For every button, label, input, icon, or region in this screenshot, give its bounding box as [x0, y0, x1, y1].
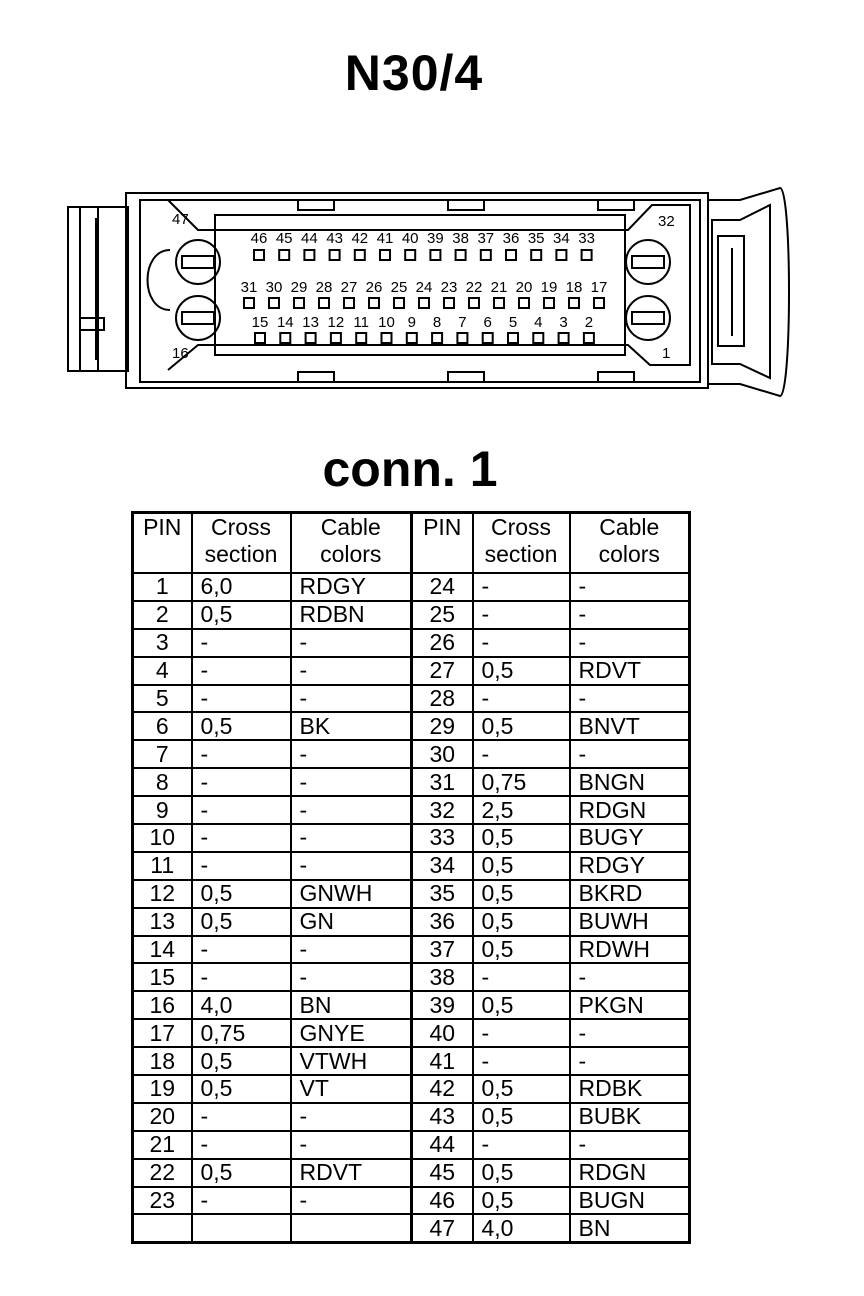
cross-section-cell: 0,5 — [192, 880, 291, 908]
pin-number-label: 21 — [490, 279, 508, 296]
table-row — [133, 685, 690, 713]
pin-cell: 5 — [133, 685, 192, 713]
cable-color-cell: VT — [291, 1075, 412, 1103]
cross-section-cell: 0,5 — [192, 712, 291, 740]
pin-cell: 13 — [133, 908, 192, 936]
cable-color-cell: RDGY — [570, 852, 690, 880]
pin-number-label: 38 — [452, 230, 469, 247]
cable-color-cell: - — [570, 601, 690, 629]
pin-cell: 8 — [133, 768, 192, 796]
cross-section-cell: - — [192, 852, 291, 880]
pin-socket — [457, 333, 467, 343]
cable-color-cell: - — [291, 1187, 412, 1215]
table-row — [133, 1214, 690, 1242]
pin-socket — [279, 250, 289, 260]
diagram-title: N30/4 — [344, 45, 484, 101]
pin-number-label: 46 — [250, 230, 268, 247]
cable-color-cell: RDBK — [570, 1075, 690, 1103]
cable-color-cell: GN — [291, 908, 412, 936]
table-row — [133, 740, 690, 768]
table-row — [133, 629, 690, 657]
pin-number-label: 7 — [458, 314, 467, 331]
pin-number-label: 35 — [527, 230, 545, 247]
pin-number-label: 13 — [302, 314, 319, 331]
cross-section-cell: 0,75 — [473, 768, 570, 796]
cross-section-cell: 0,5 — [473, 880, 570, 908]
pin-socket — [244, 298, 254, 308]
pin-socket — [456, 250, 466, 260]
table-row — [133, 712, 690, 740]
pin-cell: 9 — [133, 796, 192, 824]
pin-cell: 42 — [412, 1075, 473, 1103]
cross-section-cell: 0,5 — [473, 852, 570, 880]
cable-color-cell: - — [291, 1131, 412, 1159]
cable-color-cell: RDGN — [570, 796, 690, 824]
cross-section-cell: 0,5 — [473, 936, 570, 964]
pin-socket — [533, 333, 543, 343]
cable-color-cell: - — [570, 629, 690, 657]
pin-cell: 17 — [133, 1019, 192, 1047]
table-row — [133, 824, 690, 852]
pin-socket — [382, 333, 392, 343]
pin-socket — [531, 250, 541, 260]
cable-color-cell: - — [291, 796, 412, 824]
corner-label-32: 32 — [658, 213, 675, 230]
pin-cell: 15 — [133, 963, 192, 991]
pin-cell: 45 — [412, 1159, 473, 1187]
pin-number-label: 28 — [315, 279, 333, 296]
pin-cell: 4 — [133, 657, 192, 685]
pin-socket — [506, 250, 516, 260]
pin-number-label: 43 — [326, 230, 343, 247]
table-row — [133, 1187, 690, 1215]
pin-socket — [405, 250, 415, 260]
pin-number-label: 33 — [578, 230, 595, 247]
header-cross-section: Cross section — [473, 513, 570, 574]
pin-number-label: 37 — [477, 230, 495, 247]
table-row — [133, 573, 690, 601]
pin-cell: 22 — [133, 1159, 192, 1187]
corner-label-1: 1 — [662, 345, 671, 362]
cable-color-cell: BN — [291, 991, 412, 1019]
pin-socket — [330, 250, 340, 260]
pin-cell: 35 — [412, 880, 473, 908]
pin-socket — [319, 298, 329, 308]
cross-section-cell: 0,75 — [192, 1019, 291, 1047]
corner-label-16: 16 — [172, 345, 189, 362]
cross-section-cell: 0,5 — [473, 991, 570, 1019]
pin-socket — [331, 333, 341, 343]
table-row — [133, 908, 690, 936]
cross-section-cell: - — [192, 936, 291, 964]
pin-number-label: 9 — [407, 314, 416, 331]
cross-section-cell: 0,5 — [192, 1075, 291, 1103]
pin-number-label: 10 — [378, 314, 395, 331]
cable-color-cell: - — [291, 824, 412, 852]
pin-number-label: 6 — [483, 314, 492, 331]
pin-cell: 21 — [133, 1131, 192, 1159]
cable-color-cell: BKRD — [570, 880, 690, 908]
cross-section-cell: - — [473, 740, 570, 768]
pin-number-label: 40 — [401, 230, 419, 247]
cable-color-cell: - — [291, 1103, 412, 1131]
pin-number-label: 15 — [251, 314, 269, 331]
cross-section-cell: 0,5 — [473, 1075, 570, 1103]
cable-color-cell: BK — [291, 712, 412, 740]
pin-socket — [419, 298, 429, 308]
pin-cell: 26 — [412, 629, 473, 657]
table-row — [133, 1075, 690, 1103]
cable-color-cell: - — [291, 657, 412, 685]
pin-cell: 24 — [412, 573, 473, 601]
cable-color-cell — [291, 1214, 412, 1242]
pin-cell: 27 — [412, 657, 473, 685]
pin-socket — [544, 298, 554, 308]
pin-number-label: 27 — [340, 279, 358, 296]
pin-assignment-table — [131, 511, 691, 1244]
cable-color-cell: RDVT — [570, 657, 690, 685]
cross-section-cell: - — [192, 1103, 291, 1131]
pin-row-middle — [241, 279, 608, 308]
pin-cell: 40 — [412, 1019, 473, 1047]
table-row — [133, 963, 690, 991]
cable-color-cell: GNYE — [291, 1019, 412, 1047]
table-row — [133, 991, 690, 1019]
cable-color-cell: PKGN — [570, 991, 690, 1019]
pin-cell: 37 — [412, 936, 473, 964]
connector-drawing — [0, 0, 864, 420]
cable-color-cell: RDVT — [291, 1159, 412, 1187]
pin-number-label: 11 — [353, 314, 369, 331]
pin-cell: 10 — [133, 824, 192, 852]
pin-number-label: 29 — [290, 279, 308, 296]
header-pin: PIN — [133, 513, 192, 574]
pin-socket — [369, 298, 379, 308]
cross-section-cell: - — [192, 1187, 291, 1215]
pin-number-label: 5 — [508, 314, 518, 331]
header-cable-colors: Cable colors — [570, 513, 690, 574]
connector-subtitle: conn. 1 — [322, 441, 498, 497]
cross-section-cell: - — [192, 657, 291, 685]
pin-cell: 6 — [133, 712, 192, 740]
pin-number-label: 8 — [432, 314, 442, 331]
table-row — [133, 796, 690, 824]
pin-row-bottom — [252, 314, 594, 343]
cross-section-cell: - — [192, 629, 291, 657]
pin-number-label: 41 — [376, 230, 394, 247]
pin-socket — [344, 298, 354, 308]
pin-socket — [508, 333, 518, 343]
pin-number-label: 20 — [515, 279, 533, 296]
cable-color-cell: BUGN — [570, 1187, 690, 1215]
pin-socket — [569, 298, 579, 308]
cross-section-cell: 0,5 — [192, 1159, 291, 1187]
cable-color-cell: - — [570, 685, 690, 713]
pin-cell: 7 — [133, 740, 192, 768]
pin-cell: 30 — [412, 740, 473, 768]
cross-section-cell: 4,0 — [192, 991, 291, 1019]
pin-number-label: 14 — [276, 314, 294, 331]
pin-socket — [306, 333, 316, 343]
cross-section-cell: - — [473, 629, 570, 657]
cable-color-cell: BUWH — [570, 908, 690, 936]
pin-socket — [444, 298, 454, 308]
cross-section-cell: - — [192, 796, 291, 824]
cross-section-cell: 0,5 — [192, 601, 291, 629]
pin-socket — [519, 298, 529, 308]
pin-cell: 43 — [412, 1103, 473, 1131]
cable-color-cell: - — [570, 740, 690, 768]
pin-socket — [469, 298, 479, 308]
pin-socket — [582, 250, 592, 260]
pin-socket — [269, 298, 279, 308]
cable-color-cell: GNWH — [291, 880, 412, 908]
pin-cell: 16 — [133, 991, 192, 1019]
pin-socket — [355, 250, 365, 260]
pin-cell: 1 — [133, 573, 192, 601]
cable-color-cell: - — [291, 685, 412, 713]
cross-section-cell: 0,5 — [473, 1103, 570, 1131]
pin-number-label: 39 — [427, 230, 444, 247]
pin-cell: 47 — [412, 1214, 473, 1242]
pin-cell: 20 — [133, 1103, 192, 1131]
table-row — [133, 768, 690, 796]
pin-cell — [133, 1214, 192, 1242]
cross-section-cell: 2,5 — [473, 796, 570, 824]
pin-number-label: 45 — [275, 230, 293, 247]
pin-socket — [294, 298, 304, 308]
table-row — [133, 1019, 690, 1047]
cross-section-cell: 4,0 — [473, 1214, 570, 1242]
pin-number-label: 44 — [301, 230, 318, 247]
pin-cell: 18 — [133, 1047, 192, 1075]
pin-socket — [559, 333, 569, 343]
pin-number-label: 23 — [440, 279, 458, 296]
header-cable-colors: Cable colors — [291, 513, 412, 574]
pin-number-label: 31 — [240, 279, 258, 296]
pin-cell: 11 — [133, 852, 192, 880]
table-row — [133, 1103, 690, 1131]
cable-color-cell: BNGN — [570, 768, 690, 796]
pin-cell: 32 — [412, 796, 473, 824]
cross-section-cell: - — [192, 963, 291, 991]
pin-cell: 44 — [412, 1131, 473, 1159]
cable-color-cell: - — [291, 768, 412, 796]
pin-cell: 23 — [133, 1187, 192, 1215]
cable-color-cell: BUBK — [570, 1103, 690, 1131]
header-cross-section: Cross section — [192, 513, 291, 574]
cable-color-cell: - — [570, 1131, 690, 1159]
header-pin: PIN — [412, 513, 473, 574]
table-row — [133, 1047, 690, 1075]
pin-cell: 34 — [412, 852, 473, 880]
cable-color-cell: - — [570, 1047, 690, 1075]
pin-cell: 2 — [133, 601, 192, 629]
cable-color-cell: RDWH — [570, 936, 690, 964]
pin-socket — [280, 333, 290, 343]
pin-number-label: 36 — [502, 230, 520, 247]
cable-color-cell: - — [291, 936, 412, 964]
pin-socket — [254, 250, 264, 260]
cable-color-cell: - — [291, 629, 412, 657]
cross-section-cell: - — [473, 1131, 570, 1159]
table-row — [133, 657, 690, 685]
corner-label-47: 47 — [172, 211, 189, 228]
pin-socket — [483, 333, 493, 343]
pin-number-label: 26 — [365, 279, 383, 296]
cable-color-cell: - — [291, 740, 412, 768]
pin-socket — [481, 250, 491, 260]
pin-cell: 3 — [133, 629, 192, 657]
table-header-row — [133, 513, 690, 574]
cross-section-cell: 0,5 — [473, 1159, 570, 1187]
cross-section-cell: - — [473, 1019, 570, 1047]
pin-cell: 14 — [133, 936, 192, 964]
cable-color-cell: VTWH — [291, 1047, 412, 1075]
pin-cell: 46 — [412, 1187, 473, 1215]
pin-cell: 41 — [412, 1047, 473, 1075]
cross-section-cell: - — [473, 573, 570, 601]
pin-cell: 31 — [412, 768, 473, 796]
table-row — [133, 852, 690, 880]
table-row — [133, 601, 690, 629]
cable-color-cell: - — [570, 573, 690, 601]
pin-socket — [255, 333, 265, 343]
cable-color-cell: RDBN — [291, 601, 412, 629]
cross-section-cell: - — [473, 601, 570, 629]
cross-section-cell: - — [473, 963, 570, 991]
pin-number-label: 22 — [465, 279, 483, 296]
pin-socket — [304, 250, 314, 260]
pin-socket — [380, 250, 390, 260]
cross-section-cell: 0,5 — [192, 908, 291, 936]
cable-color-cell: - — [570, 1019, 690, 1047]
pin-cell: 19 — [133, 1075, 192, 1103]
cross-section-cell: - — [473, 685, 570, 713]
cross-section-cell: 0,5 — [473, 1187, 570, 1215]
cross-section-cell: - — [192, 768, 291, 796]
table-row — [133, 1159, 690, 1187]
pin-number-label: 34 — [553, 230, 570, 247]
cross-section-cell: - — [192, 1131, 291, 1159]
table-row — [133, 936, 690, 964]
pin-cell: 39 — [412, 991, 473, 1019]
pin-socket — [556, 250, 566, 260]
pin-cell: 29 — [412, 712, 473, 740]
pin-cell: 36 — [412, 908, 473, 936]
pin-socket — [594, 298, 604, 308]
cable-color-cell: - — [570, 963, 690, 991]
cable-color-cell: - — [291, 963, 412, 991]
cross-section-cell — [192, 1214, 291, 1242]
pin-socket — [584, 333, 594, 343]
cable-color-cell: BN — [570, 1214, 690, 1242]
pin-socket — [430, 250, 440, 260]
cable-color-cell: RDGN — [570, 1159, 690, 1187]
cross-section-cell: - — [473, 1047, 570, 1075]
cross-section-cell: 0,5 — [473, 908, 570, 936]
cable-color-cell: BNVT — [570, 712, 690, 740]
cable-color-cell: - — [291, 852, 412, 880]
pin-number-label: 42 — [351, 230, 369, 247]
pin-number-label: 19 — [540, 279, 558, 296]
pin-number-label: 18 — [565, 279, 583, 296]
pin-number-label: 25 — [390, 279, 408, 296]
pin-number-label: 12 — [327, 314, 345, 331]
pin-socket — [407, 333, 417, 343]
cross-section-cell: - — [192, 685, 291, 713]
table-row — [133, 880, 690, 908]
pin-socket — [356, 333, 366, 343]
pin-number-label: 2 — [584, 314, 594, 331]
cross-section-cell: 0,5 — [473, 712, 570, 740]
pin-cell: 28 — [412, 685, 473, 713]
cross-section-cell: 0,5 — [473, 824, 570, 852]
pin-row-top — [251, 230, 595, 260]
cross-section-cell: 6,0 — [192, 573, 291, 601]
pin-number-label: 4 — [534, 314, 543, 331]
pin-number-label: 24 — [415, 279, 433, 296]
table-row — [133, 1131, 690, 1159]
pin-socket — [494, 298, 504, 308]
cross-section-cell: 0,5 — [473, 657, 570, 685]
pin-cell: 25 — [412, 601, 473, 629]
pin-cell: 33 — [412, 824, 473, 852]
pin-cell: 12 — [133, 880, 192, 908]
pin-number-label: 3 — [559, 314, 568, 331]
pin-number-label: 17 — [590, 279, 608, 296]
cross-section-cell: - — [192, 740, 291, 768]
cable-color-cell: RDGY — [291, 573, 412, 601]
cross-section-cell: 0,5 — [192, 1047, 291, 1075]
pin-socket — [394, 298, 404, 308]
cable-color-cell: BUGY — [570, 824, 690, 852]
pin-cell: 38 — [412, 963, 473, 991]
cross-section-cell: - — [192, 824, 291, 852]
pin-socket — [432, 333, 442, 343]
pin-number-label: 30 — [265, 279, 283, 296]
